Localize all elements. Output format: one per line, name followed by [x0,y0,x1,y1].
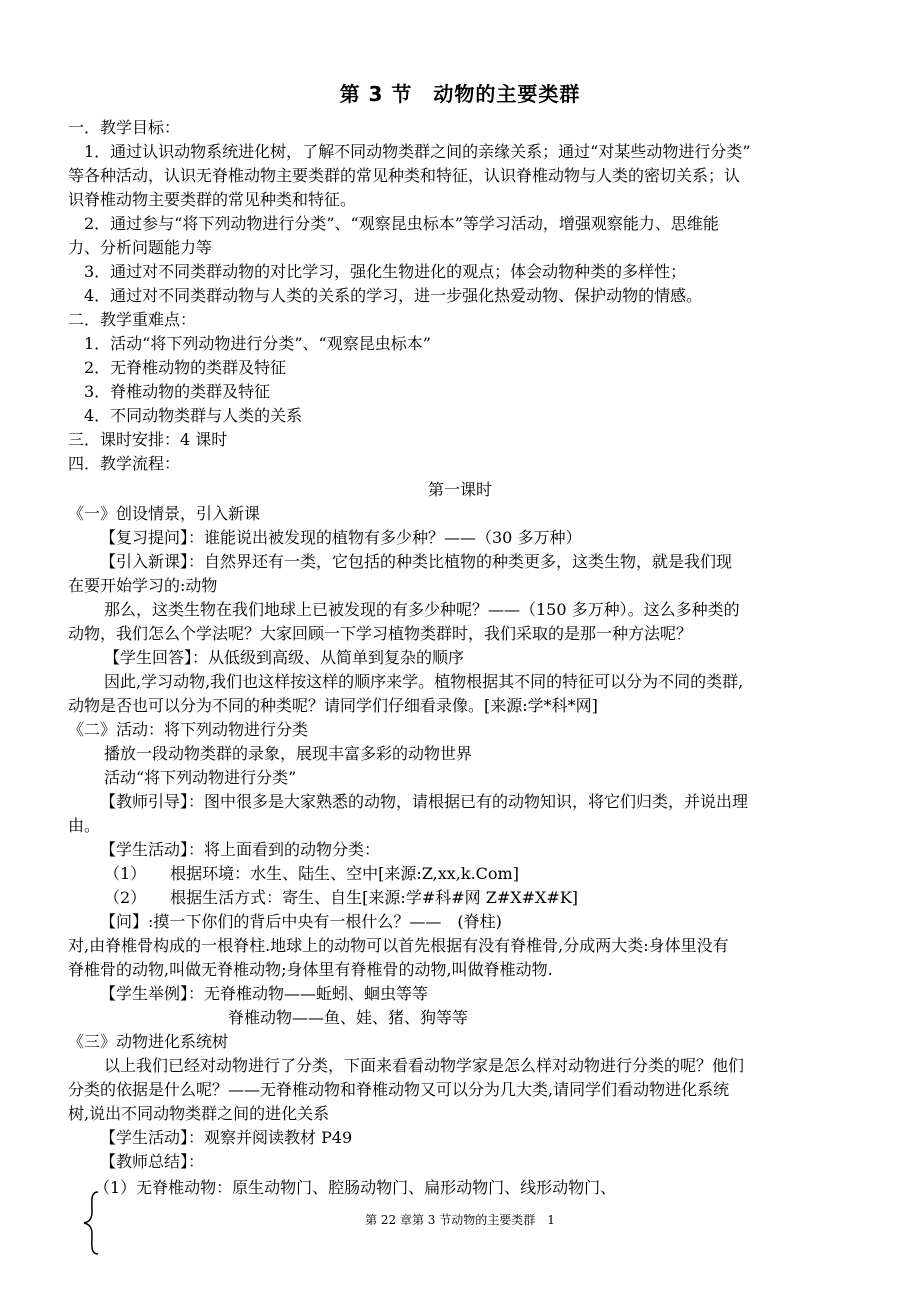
text-line: 识脊椎动物主要类群的常见种类和特征。 [68,190,357,209]
text-line: 播放一段动物类群的录象，展现丰富多彩的动物世界 [104,744,473,763]
text-line: 以上我们已经对动物进行了分类，下面来看看动物学家是怎么样对动物进行分类的呢？他们 [104,1056,745,1075]
text-line: 2．无脊椎动物的类群及特征 [84,358,287,377]
text-line: 树,说出不同动物类群之间的进化关系 [68,1104,330,1123]
text-line: 【教师总结】： [100,1152,205,1171]
text-line: 【教师引导】：图中很多是大家熟悉的动物，请根据已有的动物知识，将它们归类，并说出理 [100,792,749,811]
text-line: 脊椎动物——鱼、娃、猪、狗等等 [228,1008,469,1027]
section-heading-objectives: 一．教学目标： [68,118,181,137]
text-line: （1）无脊椎动物：原生动物门、腔肠动物门、扁形动物门、线形动物门、 [94,1178,617,1197]
text-line: （1） 根据环境：水生、陆生、空中[来源:Z,xx,k.Com] [104,864,519,883]
page-title: 第 3 节 动物的主要类群 [339,82,581,106]
text-line: 分类的依据是什么呢？——无脊椎动物和脊椎动物又可以分为几大类,请同学们看动物进化系统 [68,1080,730,1099]
text-line: 因此,学习动物,我们也这样按这样的顺序来学。植物根据其不同的特征可以分为不同的类群, [104,672,744,691]
text-line: 动物，我们怎么个学法呢？大家回顾一下学习植物类群时，我们采取的是那一种方法呢？ [68,624,693,643]
text-line: 那么，这类生物在我们地球上已被发现的有多少种呢？——（150 多万种）。这么多种类的 [104,600,740,619]
text-line: 【问】:摸一下你们的背后中央有一根什么？—— (脊柱) [100,912,502,931]
section-heading-process: 四．教学流程： [68,454,181,473]
text-line: 力、分析问题能力等 [68,238,213,257]
text-line: 1．活动“将下列动物进行分类”、“观察昆虫标本” [84,334,431,353]
text-line: 在要开始学习的:动物 [68,576,218,595]
text-line: 活动“将下列动物进行分类” [104,768,297,787]
subsection-heading: 《三》动物进化系统树 [68,1032,229,1051]
text-line: 2．通过参与“将下列动物进行分类”、“观察昆虫标本”等学习活动，增强观察能力、思维能 [84,214,719,233]
section-heading-schedule: 三．课时安排：4 课时 [68,430,228,449]
text-line: 等各种活动，认识无脊椎动物主要类群的常见种类和特征，认识脊椎动物与人类的密切关系；认 [68,166,741,185]
text-line: 3．通过对不同类群动物的对比学习，强化生物进化的观点；体会动物种类的多样性； [84,262,687,281]
text-line: 【复习提问】：谁能说出被发现的植物有多少种？——（30 多万种） [100,528,582,547]
text-line: （2） 根据生活方式：寄生、自生[来源:学#科#网 Z#X#X#K] [104,888,579,907]
text-line: 动物是否也可以分为不同的种类呢？请同学们仔细看录像。[来源:学*科*网] [68,696,598,715]
text-line: 由。 [68,816,101,835]
text-line: 1．通过认识动物系统进化树，了解不同动物类群之间的亲缘关系；通过“对某些动物进行分类” [84,142,751,161]
section-heading-key-points: 二．教学重难点： [68,310,197,329]
text-line: 【学生回答】：从低级到高级、从简单到复杂的顺序 [104,648,465,667]
subsection-heading: 《一》创设情景，引入新课 [68,504,261,523]
text-line: 4．不同动物类群与人类的关系 [84,406,303,425]
text-line: 【引入新课】：自然界还有一类，它包括的种类比植物的种类更多，这类生物，就是我们现 [100,552,733,571]
text-line: 【学生举例】：无脊椎动物——蚯蚓、蛔虫等等 [100,984,429,1003]
text-line: 4．通过对不同类群动物与人类的关系的学习，进一步强化热爱动物、保护动物的情感。 [84,286,703,305]
text-line: 3．脊椎动物的类群及特征 [84,382,271,401]
text-line: 脊椎骨的动物,叫做无脊椎动物;身体里有脊椎骨的动物,叫做脊椎动物. [68,960,553,979]
subsection-heading: 《二》活动：将下列动物进行分类 [68,720,309,739]
lesson-heading: 第一课时 [427,480,492,499]
text-line: 对,由脊椎骨构成的一根脊柱.地球上的动物可以首先根据有没有脊椎骨,分成两大类:身体里没有 [68,936,729,955]
text-line: 【学生活动】：观察并阅读教材 P49 [100,1128,353,1147]
page-footer: 第 22 章第 3 节动物的主要类群 1 [365,1213,555,1227]
text-line: 【学生活动】：将上面看到的动物分类： [100,840,381,859]
